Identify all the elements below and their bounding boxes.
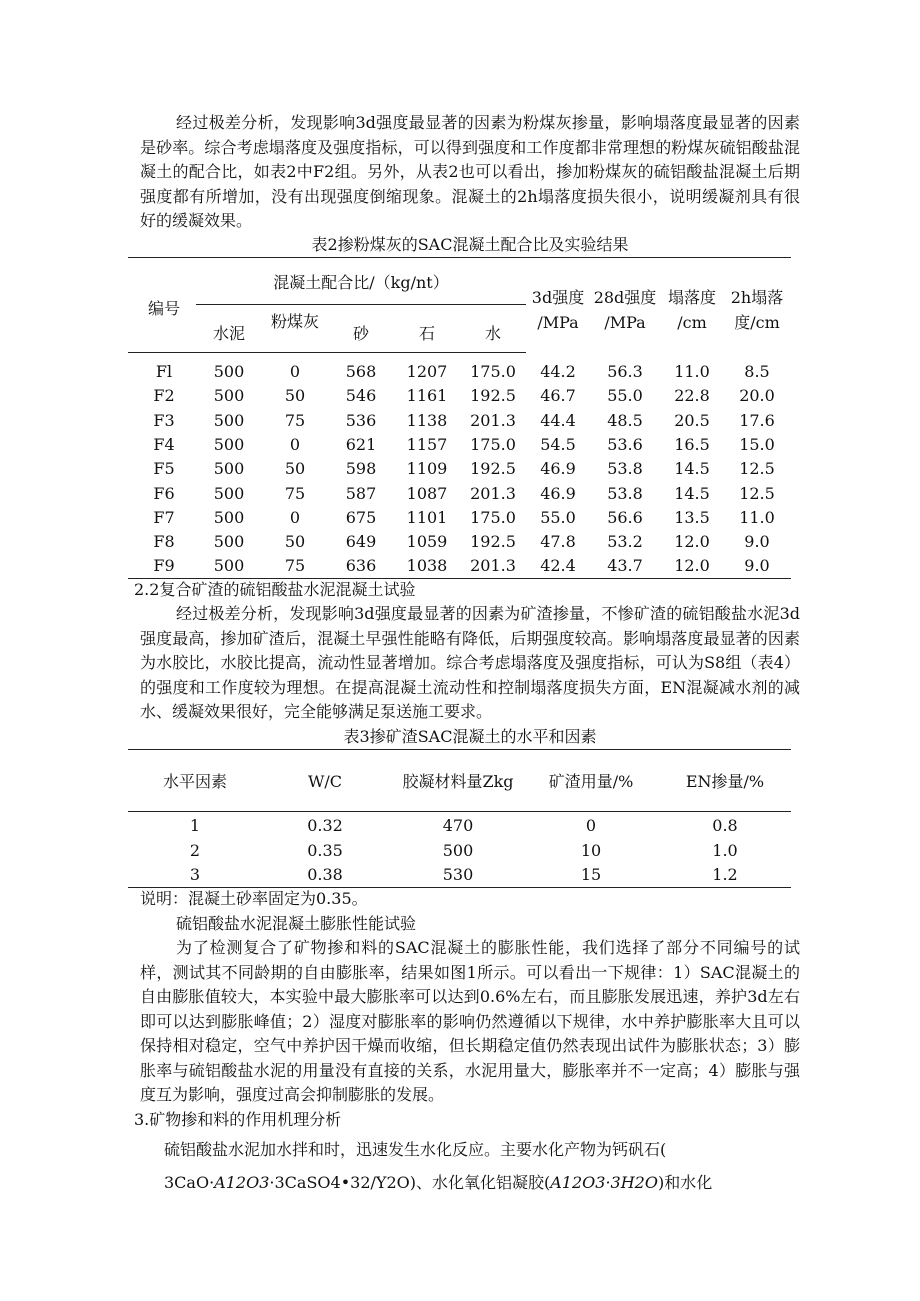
table-2-col-3d-unit: /MPa	[537, 313, 579, 332]
table-2-cell: 192.5	[470, 459, 516, 479]
table-2-cell: 500	[213, 362, 245, 381]
table-2-cell: 536	[345, 410, 377, 430]
table-2-cell: 636	[345, 556, 377, 576]
table-2-cell: 9.0	[744, 556, 770, 576]
table-2-cell: F3	[153, 410, 175, 430]
table-2-cell: 500	[213, 507, 245, 527]
table-2-cell: 75	[284, 556, 306, 576]
table-3-cell: 500	[442, 840, 474, 860]
table-3-header: EN掺量/%	[685, 772, 765, 791]
table-2-cell: 50	[284, 386, 306, 406]
table-2-cell: 12.5	[739, 483, 775, 503]
table-2-cell: 1059	[406, 532, 448, 552]
table-3-cell: 15	[580, 865, 602, 884]
table-2-cell: 54.5	[540, 434, 576, 454]
table-2-cell: 12.5	[739, 459, 775, 479]
table-2-cell: 14.5	[674, 483, 710, 503]
table-3-cell: 10	[580, 840, 602, 860]
paragraph-3: 为了检测复合了矿物掺和料的SAC混凝土的膨胀性能，我们选择了部分不同编号的试样，测试其不同龄期的自由膨胀率，结果如图1所示。可以看出一下规律：1）SAC混凝土的自由膨胀值较大，本实验中最大膨胀率可以达到0.6%左右，而且膨胀发展迅速，养护3d左右即可以达到膨胀峰值；2）湿度对膨胀率的影响仍然遵循以下规律，水中养护膨胀率大且可以保持相对稳定，空气中养护因干燥而收缩，但长期稳定值仍然表现出试件为膨胀状态；3）膨胀率与硫铝酸盐水泥的用量没有直接的关系，水泥用量大，膨胀率并不一定高；4）膨胀与强度互为影响，强度过高会抑制膨胀的发展。	[140, 938, 800, 1104]
formula-part-e: )和水化	[657, 1173, 713, 1192]
table-2-group-header: 混凝土配合比/（kg/nt）	[273, 273, 449, 292]
table-2-cell: 44.2	[540, 362, 576, 381]
table-3-top-rule	[128, 749, 791, 750]
table-2-cell: 1207	[406, 362, 448, 381]
table-2-cell: 13.5	[674, 507, 710, 527]
table-2-group-rule	[196, 304, 526, 305]
table-2-cell: 50	[284, 532, 306, 552]
table-2-cell: F4	[153, 434, 175, 454]
table-2-cell: 500	[213, 386, 245, 406]
formula-part-c: ·3CaSO4•32/Y2O)、水化氧化铝凝胶(	[269, 1173, 551, 1192]
table-2-cell: 14.5	[674, 459, 710, 479]
table-2-header-rule	[128, 352, 526, 353]
table-2-col-slump-unit: /cm	[677, 313, 707, 332]
table-2-col-28d: 28d强度	[593, 288, 657, 307]
table-2-cell: 1101	[406, 507, 448, 527]
table-3-header: 水平因素	[162, 772, 227, 791]
formula-part-b: A12O3	[214, 1173, 270, 1192]
table-2-cell: 192.5	[470, 386, 516, 406]
table-2-cell: Fl	[155, 362, 173, 381]
table-2-cell: 500	[213, 459, 245, 479]
table-2-cell: 53.8	[607, 459, 643, 479]
table-2-cell: 649	[345, 532, 377, 552]
table-3-note: 说明：混凝土砂率固定为0.35。	[140, 889, 368, 908]
table-2-cell: 1087	[406, 483, 448, 503]
section-heading-3: 3.矿物掺和料的作用机理分析	[134, 1110, 342, 1129]
table-2-col-id: 编号	[147, 299, 180, 318]
paragraph-2: 经过极差分析，发现影响3d强度最显著的因素为矿渣掺量，不惨矿渣的硫铝酸盐水泥3d强度最高，掺加矿渣后，混凝土早强性能略有降低，后期强度较高。影响塌落度最显著的因素为水胶比，水胶比提高，流动性显著增加。综合考虑塌落度及强度指标，可认为S8组（表4）的强度和工作度较为理想。在提高混凝土流动性和控制塌落度损失方面，EN混凝减水剂的减水、缓凝效果很好，完全能够满足泵送施工要求。	[140, 604, 800, 721]
table-2-cell: 50	[284, 459, 306, 479]
table-2-col-2h-unit: 度/cm	[734, 313, 780, 332]
table-2-cell: 56.3	[607, 362, 643, 381]
table-2-cell: 1109	[406, 459, 448, 479]
table-3-cell: 1.0	[712, 840, 738, 860]
table-3-cell: 2	[189, 840, 201, 860]
table-2-cell: F7	[153, 507, 175, 527]
table-2-cell: 0	[289, 362, 301, 381]
table-2-cell: 500	[213, 434, 245, 454]
table-3-cell: 3	[189, 865, 201, 884]
table-2-cell: 9.0	[744, 532, 770, 552]
table-2-cell: 201.3	[470, 483, 516, 503]
table-2-cell: 42.4	[540, 556, 576, 576]
table-3-header-rule	[128, 811, 791, 812]
table-2-cell: 598	[345, 459, 377, 479]
table-2-cell: 11.0	[739, 507, 775, 527]
table-3-header: W/C	[307, 772, 343, 791]
table-2-cell: 1038	[406, 556, 448, 576]
table-2-cell: 12.0	[674, 556, 710, 576]
table-2-cell: 500	[213, 556, 245, 576]
table-2-cell: 75	[284, 483, 306, 503]
table-3-cell: 0.8	[712, 816, 738, 835]
formula-part-a: 3CaO·	[164, 1173, 215, 1192]
table-2-top-rule	[128, 257, 791, 258]
table-2-cell: 201.3	[470, 556, 516, 576]
table-2-cell: 8.5	[744, 362, 770, 381]
table-2-sub-header: 水	[484, 324, 501, 343]
table-2-cell: 20.5	[674, 410, 710, 430]
table-2-cell: 46.9	[540, 459, 576, 479]
table-2-sub-header: 水泥	[212, 324, 245, 343]
section-heading-expansion: 硫铝酸盐水泥混凝土膨胀性能试验	[176, 914, 417, 933]
paragraph-1: 经过极差分析，发现影响3d强度最显著的因素为粉煤灰掺量，影响塌落度最显著的因素是砂率。综合考虑塌落度及强度指标，可以得到强度和工作度都非常理想的粉煤灰硫铝酸盐混凝土的配合比，如表2中F2组。另外，从表2也可以看出，掺加粉煤灰的硫铝酸盐混凝土后期强度都有所增加，没有出现强度倒缩现象。混凝土的2h塌落度损失很小，说明缓凝剂具有很好的缓凝效果。	[140, 113, 800, 230]
table-2-cell: 1161	[406, 386, 448, 406]
table-2-cell: 48.5	[607, 410, 643, 430]
table-2-cell: 75	[284, 410, 306, 430]
table-3-caption: 表3掺矿渣SAC混凝土的水平和因素	[343, 727, 597, 746]
table-2-col-3d: 3d强度	[531, 288, 585, 307]
table-3-cell: 0.35	[307, 840, 343, 860]
table-2-col-2h: 2h塌落	[730, 288, 784, 307]
table-2-cell: 53.6	[607, 434, 643, 454]
table-3-cell: 0	[585, 816, 597, 835]
section-heading-2-2: 2.2复合矿渣的硫铝酸盐水泥混凝土试验	[134, 580, 416, 599]
table-2-cell: 53.8	[607, 483, 643, 503]
table-2-cell: 11.0	[674, 362, 710, 381]
table-2-cell: 55.0	[607, 386, 643, 406]
table-2-cell: 175.0	[470, 434, 516, 454]
table-2-cell: F6	[153, 483, 175, 503]
table-2-cell: 46.7	[540, 386, 576, 406]
table-2-sub-header: 粉煤灰	[270, 312, 319, 331]
table-3-cell: 470	[442, 816, 474, 835]
table-2-cell: 568	[345, 362, 377, 381]
table-2-col-28d-unit: /MPa	[604, 313, 646, 332]
table-2-cell: 16.5	[674, 434, 710, 454]
table-2-cell: 1157	[406, 434, 448, 454]
table-2-cell: 500	[213, 483, 245, 503]
chemical-formula-line	[164, 1170, 712, 1196]
table-2-cell: 192.5	[470, 532, 516, 552]
table-2-cell: 44.4	[540, 410, 576, 430]
table-2-cell: F5	[153, 459, 175, 479]
table-2-cell: 43.7	[607, 556, 643, 576]
table-2-cell: 22.8	[674, 386, 710, 406]
table-2-caption: 表2掺粉煤灰的SAC混凝土配合比及实验结果	[311, 235, 629, 254]
formula-part-d: A12O3·3H2O	[550, 1173, 658, 1192]
table-3-cell: 0.38	[307, 865, 343, 884]
table-2-cell: 0	[289, 434, 301, 454]
table-2-cell: 1138	[406, 410, 448, 430]
table-2-cell: 20.0	[739, 386, 775, 406]
table-2-cell: 17.6	[739, 410, 775, 430]
table-2-cell: F9	[153, 556, 175, 576]
table-2-cell: 56.6	[607, 507, 643, 527]
table-3-header: 矿渣用量/%	[548, 772, 634, 791]
table-3-cell: 1.2	[712, 865, 738, 884]
table-3-cell: 0.32	[307, 816, 343, 835]
table-2-sub-header: 石	[418, 324, 435, 343]
table-2-cell: F2	[153, 386, 175, 406]
table-3-header: 胶凝材料量Zkg	[402, 772, 514, 791]
table-3-cell: 1	[189, 816, 201, 835]
table-2-cell: 47.8	[540, 532, 576, 552]
table-2-cell: 500	[213, 532, 245, 552]
table-3-cell: 530	[442, 865, 474, 884]
table-2-cell: 46.9	[540, 483, 576, 503]
table-2-cell: 15.0	[739, 434, 775, 454]
table-2-cell: 175.0	[470, 362, 516, 381]
table-2-cell: 12.0	[674, 532, 710, 552]
table-2-sub-header: 砂	[352, 324, 369, 343]
table-2-cell: F8	[153, 532, 175, 552]
table-2-cell: 621	[345, 434, 377, 454]
table-2-cell: 0	[289, 507, 301, 527]
table-2-cell: 175.0	[470, 507, 516, 527]
table-2-cell: 587	[345, 483, 377, 503]
table-2-cell: 53.2	[607, 532, 643, 552]
paragraph-4: 硫铝酸盐水泥加水拌和时，迅速发生水化反应。主要水化产物为钙矾石(	[164, 1140, 667, 1159]
table-2-col-slump: 塌落度	[667, 288, 716, 307]
table-2-cell: 201.3	[470, 410, 516, 430]
table-2-cell: 546	[345, 386, 377, 406]
table-2-cell: 55.0	[540, 507, 576, 527]
table-2-cell: 675	[345, 507, 377, 527]
table-2-cell: 500	[213, 410, 245, 430]
